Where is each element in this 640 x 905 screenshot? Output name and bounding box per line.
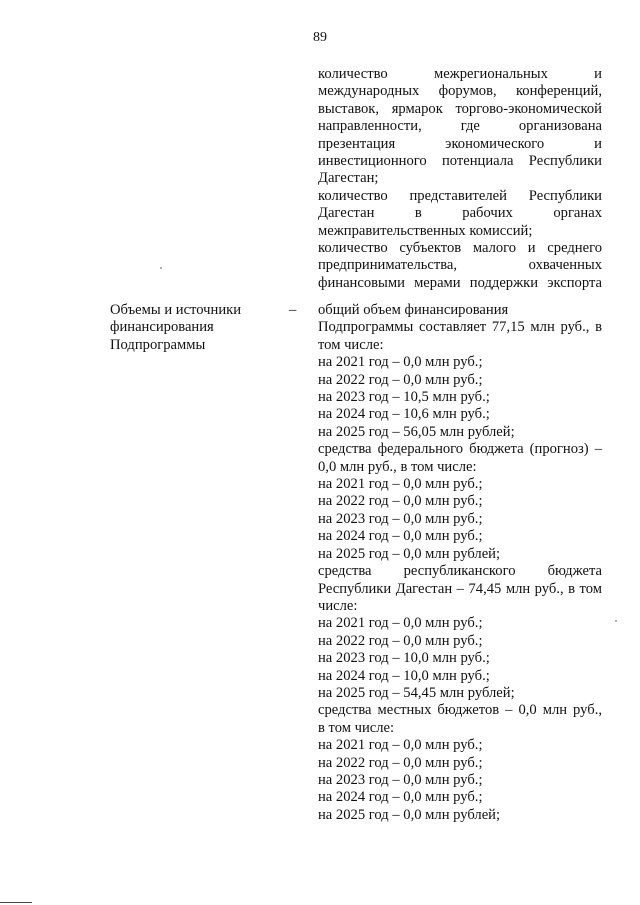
- indicator-line: выставок, ярмарок торгово-экономической: [318, 100, 602, 117]
- indicator-line: количество представителей Республики: [318, 187, 602, 204]
- financing-line: на 2025 год – 56,05 млн рублей;: [318, 423, 515, 440]
- indicators-list: [318, 66, 602, 292]
- indicator-line: направленности, где организована: [318, 118, 602, 135]
- scan-edge-mark: [0, 902, 32, 903]
- financing-line: на 2024 год – 10,6 млн руб.;: [318, 406, 490, 423]
- financing-line: на 2023 год – 10,5 млн руб.;: [318, 389, 490, 406]
- financing-line: Подпрограммы составляет 77,15 млн руб., в: [318, 319, 602, 336]
- page-number: 89: [313, 30, 327, 45]
- financing-line: на 2025 год – 0,0 млн рублей;: [318, 545, 501, 562]
- financing-line: на 2021 год – 0,0 млн руб.;: [318, 737, 483, 754]
- financing-details: [318, 302, 602, 824]
- indicator-line: количество межрегиональных и: [318, 66, 602, 82]
- financing-line: общий объем финансирования: [318, 302, 509, 318]
- financing-line: на 2023 год – 10,0 млн руб.;: [318, 650, 490, 667]
- financing-line: на 2023 год – 0,0 млн руб.;: [318, 771, 483, 788]
- financing-line: на 2022 год – 0,0 млн руб.;: [318, 754, 483, 771]
- financing-line: на 2021 год – 0,0 млн руб.;: [318, 354, 483, 371]
- financing-line: на 2022 год – 0,0 млн руб.;: [318, 493, 483, 510]
- indicator-line: Дагестан в рабочих органах: [318, 205, 602, 222]
- financing-line: числе:: [318, 597, 358, 614]
- financing-line: на 2024 год – 10,0 млн руб.;: [318, 667, 490, 684]
- indicator-line: инвестиционного потенциала Республики: [318, 153, 602, 170]
- scan-speck: [160, 267, 162, 269]
- financing-line: на 2024 год – 0,0 млн руб.;: [318, 528, 483, 545]
- financing-line: средства федерального бюджета (прогноз) –: [318, 441, 602, 458]
- scan-speck: [615, 620, 617, 622]
- indicator-line: презентация экономического и: [318, 135, 602, 152]
- financing-line: на 2021 год – 0,0 млн руб.;: [318, 615, 483, 632]
- section-label-line: Подпрограммы: [110, 336, 206, 353]
- indicator-line: количество субъектов малого и среднего: [318, 240, 602, 257]
- financing-line: на 2025 год – 0,0 млн рублей;: [318, 806, 501, 823]
- indicator-line: Дагестан;: [318, 170, 379, 187]
- financing-line: том числе:: [318, 336, 384, 353]
- financing-line: на 2023 год – 0,0 млн руб.;: [318, 510, 483, 527]
- financing-line: 0,0 млн руб., в том числе:: [318, 458, 477, 475]
- indicator-line: межправительственных комиссий;: [318, 222, 533, 239]
- financing-line: на 2022 год – 0,0 млн руб.;: [318, 371, 483, 388]
- financing-line: на 2025 год – 54,45 млн рублей;: [318, 684, 515, 701]
- financing-line: на 2021 год – 0,0 млн руб.;: [318, 476, 483, 493]
- financing-line: средства местных бюджетов – 0,0 млн руб.,: [318, 702, 602, 719]
- financing-line: Республики Дагестан – 74,45 млн руб., в том: [318, 580, 602, 597]
- indicator-line: финансовыми мерами поддержки экспорта: [318, 274, 602, 291]
- indicator-line: предпринимательства, охваченных: [318, 257, 602, 274]
- financing-line: на 2024 год – 0,0 млн руб.;: [318, 789, 483, 806]
- section-label-line: Объемы и источники: [110, 302, 242, 318]
- indicator-line: международных форумов, конференций,: [318, 83, 602, 100]
- section-label: [110, 302, 285, 354]
- section-dash: –: [289, 302, 297, 318]
- financing-line: в том числе:: [318, 719, 395, 736]
- section-label-line: финансирования: [110, 319, 214, 336]
- financing-line: средства республиканского бюджета: [318, 563, 602, 580]
- financing-line: на 2022 год – 0,0 млн руб.;: [318, 632, 483, 649]
